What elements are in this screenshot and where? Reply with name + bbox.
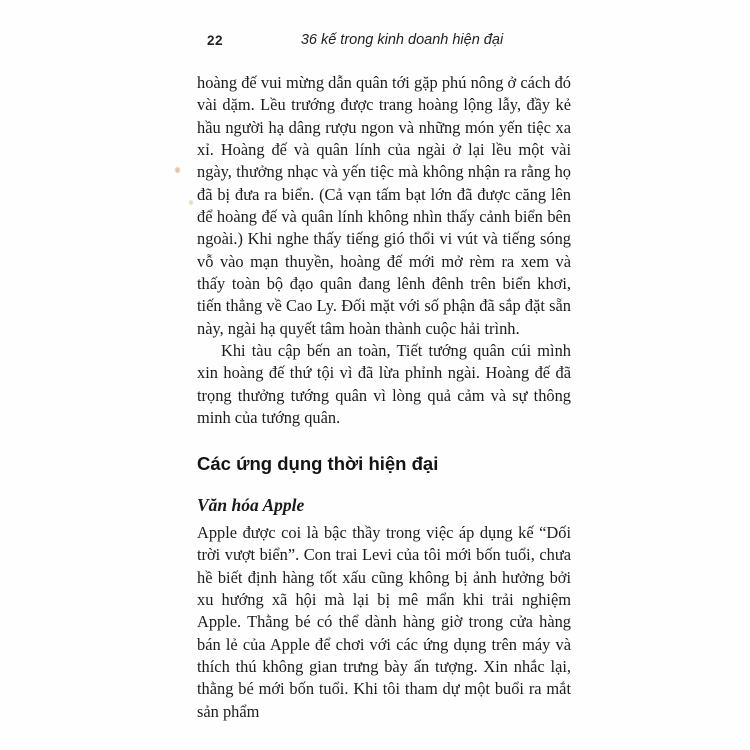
paragraph-general-pardon: Khi tàu cập bến an toàn, Tiết tướng quân cúi mình xin hoàng đế thứ tội vì đã lừa phỉnh ngài. Hoàng đế đã trọng thưởng tướng quân vì lòng quả cảm và sự thông minh của tướng quân. xyxy=(197,341,571,428)
subsection-heading-apple-culture: Văn hóa Apple xyxy=(197,495,305,515)
running-title: 36 kế trong kinh doanh hiện đại xyxy=(300,32,504,48)
paragraph-emperor-voyage: hoàng đế vui mừng dẫn quân tới gặp phú nông ở cách đó vài dặm. Lều trướng được trang hoàng lộng lẫy, đầy kẻ hầu người hạ dâng rượu ngon và những món yến tiệc xa xỉ. Hoàng đế và quân lính của ngài ở lại lều một vài ngày, thưởng nhạc và yến tiệc mà không nhận ra rằng họ đã bị đưa ra biển. (Cả vạn tấm bạt lớn đã được căng lên để hoàng đế và quân lính không nhìn thấy cảnh biển bên ngoài.) Khi nghe thấy tiếng gió thổi vi vút và tiếng sóng vỗ vào mạn thuyền, hoàng đế mới mở rèm ra xem và thấy toàn bộ đạo quân đang lênh đênh trên biển khơi, tiến thẳng về Cao Ly. Đối mặt với số phận đã sắp đặt sẵn này, ngài hạ quyết tâm hoàn thành cuộc hải trình. xyxy=(197,73,571,338)
paper-speck xyxy=(175,167,180,173)
paper-speck xyxy=(189,200,193,205)
page-number: 22 xyxy=(207,33,224,48)
running-head xyxy=(197,32,571,52)
section-heading-modern-applications: Các ứng dụng thời hiện đại xyxy=(197,453,439,474)
story-text xyxy=(197,72,571,430)
paragraph-apple-culture: Apple được coi là bậc thầy trong việc áp dụng kế “Dối trời vượt biển”. Con trai Levi của tôi mới bốn tuổi, chưa hề biết định hàng tốt xấu cũng không bị ảnh hưởng bởi xu hướng xã hội mà lại bị mê mẩn khi trải nghiệm Apple. Thằng bé có thể dành hàng giờ trong cửa hàng bán lẻ của Apple để chơi với các ứng dụng trên máy và thích thú không gian trưng bày ấn tượng. Xin nhắc lại, thằng bé mới bốn tuổi. Khi tôi tham dự một buổi ra mắt sản phẩm xyxy=(197,523,571,721)
